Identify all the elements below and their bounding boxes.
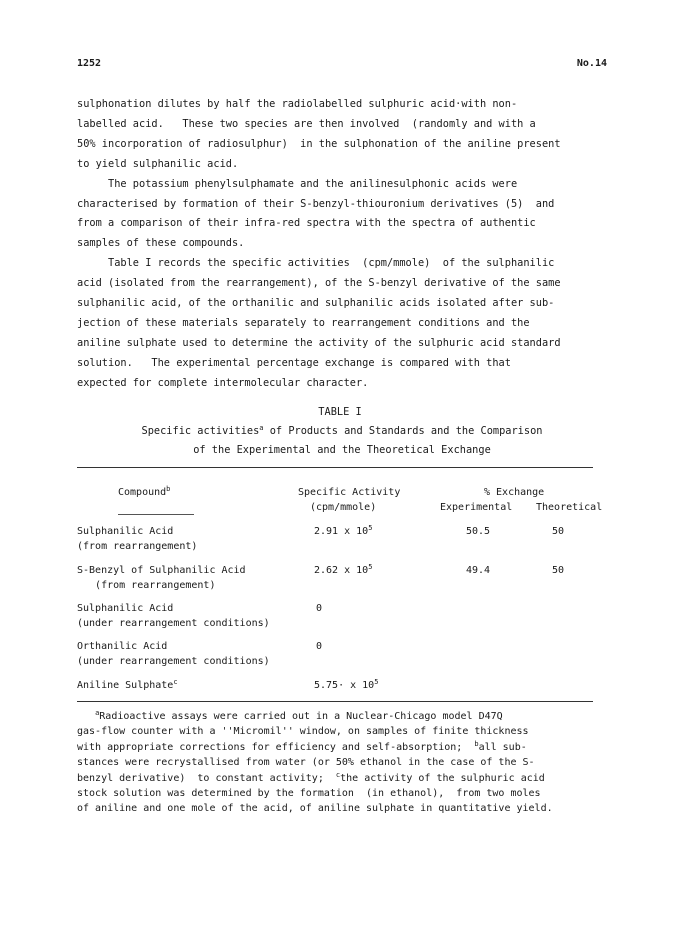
row-activity: 2.91 x $10^5$ xyxy=(314,524,373,537)
col-header-activity-units: (cpm/mmole) xyxy=(310,502,377,513)
table-bottom-rule xyxy=(77,701,593,702)
body-line: sulphonation dilutes by half the radiolabelled sulphuric acid·with non- xyxy=(77,98,518,110)
row-theoretical: 50 xyxy=(552,565,565,576)
body-line: expected for complete intermolecular character. xyxy=(77,376,369,389)
body-line: characterised by formation of their S-benzyl-thiouronium derivatives (5) and xyxy=(77,197,555,210)
footnote-marker: a xyxy=(259,424,264,432)
body-line: labelled acid. These two species are then involved (randomly and with a xyxy=(77,117,536,130)
page-number: 1252 xyxy=(77,58,102,69)
row-compound-name: Orthanilic Acid xyxy=(77,641,168,652)
row-compound-note: (from rearrangement) xyxy=(77,541,198,552)
col-header-experimental: Experimental xyxy=(440,502,513,513)
body-text xyxy=(77,95,607,394)
caption-line-2: of the Experimental and the Theoretical Exchange xyxy=(193,444,491,456)
body-line: samples of these compounds. xyxy=(77,237,245,250)
issue-number: No.14 xyxy=(576,58,607,69)
row-experimental: 50.5 xyxy=(466,526,491,537)
row-compound-note: (under rearrangement conditions) xyxy=(77,618,270,629)
footnote-line: stances were recrystallised from water (or 50% ethanol in the case of the S- xyxy=(77,757,535,769)
body-line: jection of these materials separately to rearrangement conditions and the xyxy=(77,316,530,329)
footnote-marker: c xyxy=(335,770,341,779)
footnote-marker: b xyxy=(474,739,479,748)
row-compound-name: Sulphanilic Acid xyxy=(77,603,174,614)
body-line: 50% incorporation of radiosulphur) in the sulphonation of the aniline present xyxy=(77,137,561,150)
compound-underline xyxy=(118,514,194,515)
row-compound-name: Sulphanilic Acid xyxy=(77,526,174,537)
body-line: The potassium phenylsulphamate and the anilinesulphonic acids were xyxy=(77,177,518,190)
footnote-marker: b xyxy=(166,485,171,493)
table-caption xyxy=(77,422,607,460)
body-line: Table I records the specific activities (cpm/mmole) of the sulphanilic xyxy=(77,257,555,270)
col-header-theoretical: Theoretical xyxy=(536,502,603,513)
row-theoretical: 50 xyxy=(552,526,565,537)
body-line: acid (isolated from the rearrangement), of the S-benzyl derivative of the same xyxy=(77,277,561,290)
footnote-marker: a xyxy=(95,709,100,717)
col-header-exchange: % Exchange xyxy=(484,487,545,498)
footnote-line: stock solution was determined by the formation (in ethanol), from two moles xyxy=(77,788,541,800)
table-footnotes xyxy=(77,709,607,817)
row-activity: 0 xyxy=(316,641,323,652)
row-activity: 5.75· x $10^5$ xyxy=(314,678,379,691)
page-header xyxy=(77,58,607,72)
row-experimental: 49.4 xyxy=(466,565,491,576)
caption-line-1: Specific activities$^a$ of Products and Standards and the Comparison xyxy=(141,424,543,437)
row-activity: 0 xyxy=(316,603,323,614)
footnote-marker: c xyxy=(173,678,178,686)
row-compound-note: (from rearrangement) xyxy=(77,580,216,591)
table-top-rule xyxy=(77,467,593,468)
row-compound-name: Aniline Sulphate$^c$ xyxy=(77,678,178,691)
footnote-line: $^a$Radioactive assays were carried out in a Nuclear-Chicago model D47Q xyxy=(95,709,503,722)
body-line: to yield sulphanilic acid. xyxy=(77,157,239,170)
footnote-line: gas-flow counter with a ''Micromil'' window, on samples of finite thickness xyxy=(77,726,529,738)
body-line: solution. The experimental percentage exchange is compared with that xyxy=(77,356,511,369)
footnote-line: benzyl derivative) to constant activity; $^c$the activity of the sulphuric acid xyxy=(77,770,545,784)
row-activity: 2.62 x $10^5$ xyxy=(314,563,373,576)
footnote-line: of aniline and one mole of the acid, of aniline sulphate in quantitative yield. xyxy=(77,803,553,815)
footnote-line: with appropriate corrections for efficiency and self-absorption; $^b$all sub- xyxy=(77,739,527,753)
body-line: aniline sulphate used to determine the activity of the sulphuric acid standard xyxy=(77,336,561,349)
table-label: TABLE I xyxy=(318,406,362,418)
body-line: from a comparison of their infra-red spectra with the spectra of authentic xyxy=(77,217,536,230)
body-line: sulphanilic acid, of the orthanilic and sulphanilic acids isolated after sub- xyxy=(77,297,555,310)
col-header-compound: Compound$^b$ xyxy=(118,485,171,498)
row-compound-name: S-Benzyl of Sulphanilic Acid xyxy=(77,565,246,576)
col-header-activity: Specific Activity xyxy=(298,487,401,498)
row-compound-note: (under rearrangement conditions) xyxy=(77,656,270,667)
